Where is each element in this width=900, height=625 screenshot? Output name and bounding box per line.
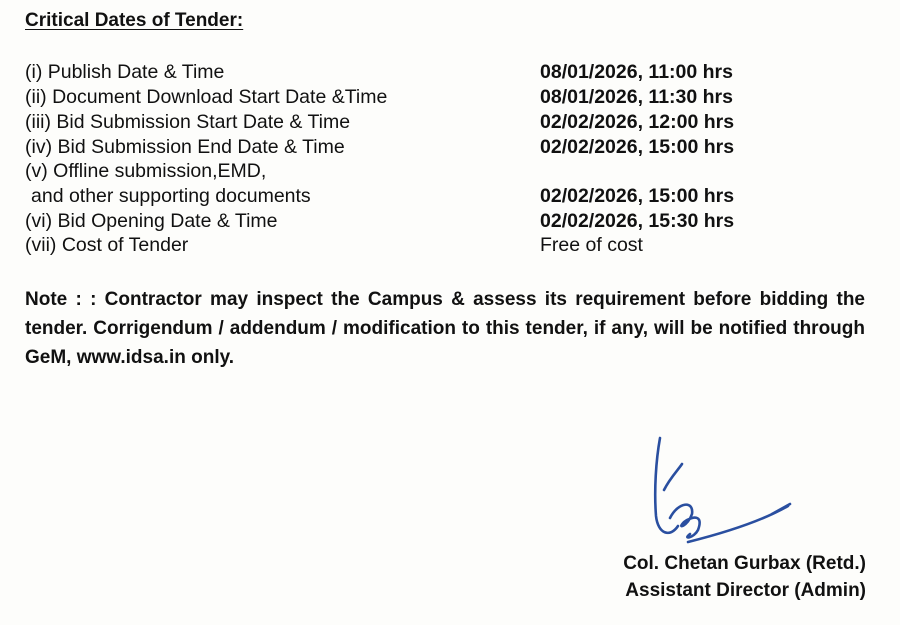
date-value: 02/02/2026, 15:00 hrs — [540, 185, 735, 207]
signatory-name: Col. Chetan Gurbax (Retd.) — [623, 553, 866, 574]
signature-stroke — [688, 506, 788, 542]
signature-stroke — [772, 504, 790, 514]
date-row-document-download — [25, 85, 785, 109]
date-row-offline-submission — [25, 159, 785, 183]
date-label: (iv) Bid Submission End Date & Time — [25, 136, 345, 158]
date-row-bid-opening — [25, 209, 785, 233]
date-row-bid-submission-start — [25, 110, 785, 134]
date-row-bid-submission-end — [25, 135, 785, 159]
date-row-cost-of-tender — [25, 233, 785, 257]
date-value: 02/02/2026, 15:00 hrs — [540, 136, 735, 158]
date-value: 08/01/2026, 11:30 hrs — [540, 86, 733, 108]
date-label-continuation: and other supporting documents — [31, 185, 311, 207]
date-label: (i) Publish Date & Time — [25, 61, 225, 83]
signature-stroke — [670, 505, 700, 538]
signature-stroke — [664, 464, 682, 490]
date-row-offline-submission-cont — [25, 184, 785, 208]
date-row-publish — [25, 60, 785, 84]
handwritten-signature — [630, 430, 800, 570]
signatory-block — [623, 550, 866, 604]
date-label: (ii) Document Download Start Date &Time — [25, 86, 388, 108]
date-value: Free of cost — [540, 234, 643, 256]
date-value: 02/02/2026, 12:00 hrs — [540, 111, 735, 133]
date-value: 08/01/2026, 11:00 hrs — [540, 61, 733, 83]
date-label: (v) Offline submission,EMD, — [25, 160, 267, 182]
critical-dates-heading: Critical Dates of Tender: — [25, 10, 244, 31]
date-label: (vii) Cost of Tender — [25, 234, 189, 256]
date-label: (vi) Bid Opening Date & Time — [25, 210, 278, 232]
date-value: 02/02/2026, 15:30 hrs — [540, 210, 735, 232]
date-label: (iii) Bid Submission Start Date & Time — [25, 111, 351, 133]
signatory-designation: Assistant Director (Admin) — [625, 580, 866, 601]
note-paragraph: Note : : Contractor may inspect the Campus & assess its requirement before bidding the tender. Corrigendum / addendum / modification to this tender, if any, will be notified through GeM, www.idsa.in only. — [25, 289, 865, 368]
